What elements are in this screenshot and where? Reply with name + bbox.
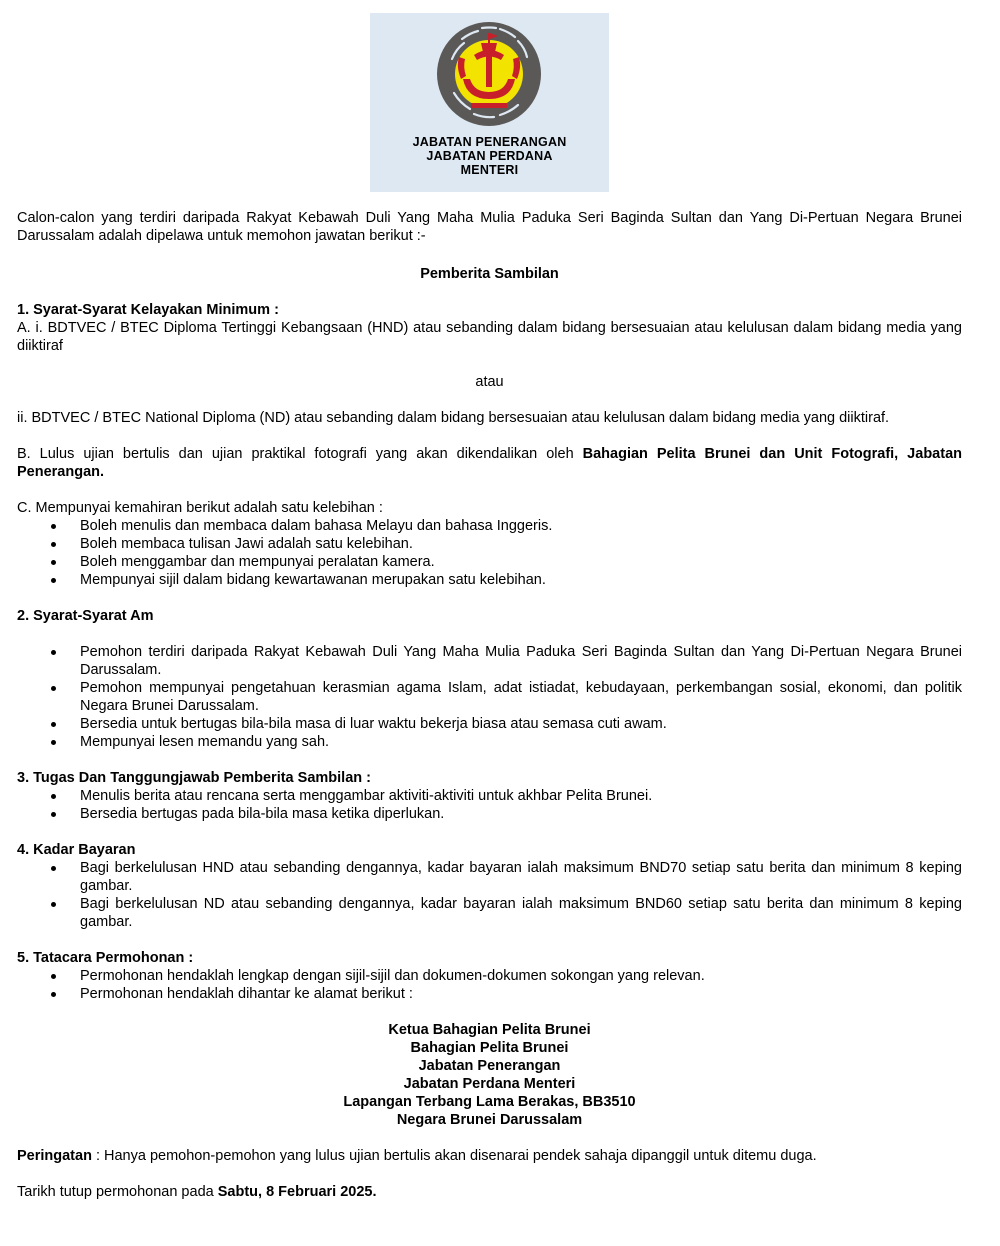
list-item: Bersedia bertugas pada bila-bila masa ketika diperlukan. [80, 805, 962, 823]
logo-text-line1: JABATAN PENERANGAN [412, 135, 567, 149]
qualification-b [17, 445, 962, 481]
list-item: Bersedia untuk bertugas bila-bila masa di luar waktu bekerja biasa atau semasa cuti awam. [80, 715, 962, 733]
address-line: Ketua Bahagian Pelita Brunei [388, 1022, 591, 1038]
warning-text: : Hanya pemohon-pemohon yang lulus ujian bertulis akan disenarai pendek sahaja dipanggil untuk ditemu duga. [91, 1148, 817, 1164]
application-procedure-list [17, 967, 962, 1003]
department-logo [370, 13, 609, 192]
payment-rates-list [17, 859, 962, 931]
list-item: Mempunyai lesen memandu yang sah. [80, 733, 962, 751]
list-item: Menulis berita atau rencana serta menggambar aktiviti-aktiviti untuk akhbar Pelita Brunei. [80, 787, 962, 805]
list-item: Bagi berkelulusan ND atau sebanding dengannya, kadar bayaran ialah maksimum BND60 setiap satu berita dan minimum 8 keping gambar. [80, 896, 962, 930]
address-line: Jabatan Perdana Menteri [403, 1076, 576, 1092]
list-item: Permohonan hendaklah lengkap dengan sijil-sijil dan dokumen-dokumen sokongan yang relevan. [80, 967, 962, 985]
section1-heading: 1. Syarat-Syarat Kelayakan Minimum : [17, 302, 279, 318]
intro-paragraph: Calon-calon yang terdiri daripada Rakyat Kebawah Duli Yang Maha Mulia Paduka Seri Baginda Sultan dan Yang Di-Pertuan Negara Brunei Darussalam adalah dipelawa untuk memohon jawatan berikut :- [17, 210, 962, 244]
logo-text-line3: MENTERI [460, 163, 519, 177]
list-item: Permohonan hendaklah dihantar ke alamat berikut : [80, 985, 962, 1003]
or-separator: atau [475, 374, 504, 390]
list-item: Boleh menulis dan membaca dalam bahasa Melayu dan bahasa Inggeris. [80, 517, 962, 535]
address-line: Negara Brunei Darussalam [396, 1112, 583, 1128]
section3-heading: 3. Tugas Dan Tanggungjawab Pemberita Sambilan : [17, 770, 371, 786]
logo-text-line2: JABATAN PERDANA [426, 149, 553, 163]
warning-note [17, 1147, 962, 1165]
list-item: Pemohon terdiri daripada Rakyat Kebawah Duli Yang Maha Mulia Paduka Seri Baginda Sultan dan Yang Di-Pertuan Negara Brunei Darussalam. [80, 644, 962, 678]
qualification-b-bold: Bahagian Pelita Brunei dan Unit Fotografi, Jabatan Penerangan. [17, 446, 962, 480]
warning-label: Peringatan [17, 1148, 92, 1164]
closing-date-value: Sabtu, 8 Februari 2025. [217, 1184, 377, 1200]
duties-list [17, 787, 962, 823]
closing-text: Tarikh tutup permohonan pada [17, 1184, 218, 1200]
mailing-address [17, 1021, 962, 1129]
list-item: Pemohon mempunyai pengetahuan kerasmian agama Islam, adat istiadat, kebudayaan, perkembangan sosial, ekonomi, dan politik Negara Brunei Darussalam. [80, 680, 962, 714]
qualification-b-text: B. Lulus ujian bertulis dan ujian praktikal fotografi yang akan dikendalikan oleh [17, 446, 583, 462]
list-item: Bagi berkelulusan HND atau sebanding dengannya, kadar bayaran ialah maksimum BND70 setiap satu berita dan minimum 8 keping gambar. [80, 860, 962, 894]
section4-heading: 4. Kadar Bayaran [17, 842, 136, 858]
list-item: Boleh menggambar dan mempunyai peralatan kamera. [80, 553, 962, 571]
closing-date [17, 1183, 962, 1201]
brunei-crest-icon [434, 19, 544, 129]
address-line: Bahagian Pelita Brunei [410, 1040, 569, 1056]
qualification-a-ii: ii. BDTVEC / BTEC National Diploma (ND) atau sebanding dalam bidang bersesuaian atau kelulusan dalam bidang media yang diiktiraf. [17, 410, 890, 426]
document-body [17, 209, 962, 1201]
list-item: Mempunyai sijil dalam bidang kewartawanan merupakan satu kelebihan. [80, 571, 962, 589]
address-line: Lapangan Terbang Lama Berakas, BB3510 [343, 1094, 636, 1110]
position-title: Pemberita Sambilan [420, 266, 559, 282]
skills-list [17, 517, 962, 589]
address-line: Jabatan Penerangan [418, 1058, 561, 1074]
section5-heading: 5. Tatacara Permohonan : [17, 950, 194, 966]
list-item: Boleh membaca tulisan Jawi adalah satu kelebihan. [80, 535, 962, 553]
section2-heading: 2. Syarat-Syarat Am [17, 608, 154, 624]
qualification-a-i: A. i. BDTVEC / BTEC Diploma Tertinggi Kebangsaan (HND) atau sebanding dalam bidang bersesuaian atau kelulusan dalam bidang media yang diiktiraf [17, 320, 962, 354]
qualification-c: C. Mempunyai kemahiran berikut adalah satu kelebihan : [17, 500, 383, 516]
general-requirements-list [17, 643, 962, 751]
